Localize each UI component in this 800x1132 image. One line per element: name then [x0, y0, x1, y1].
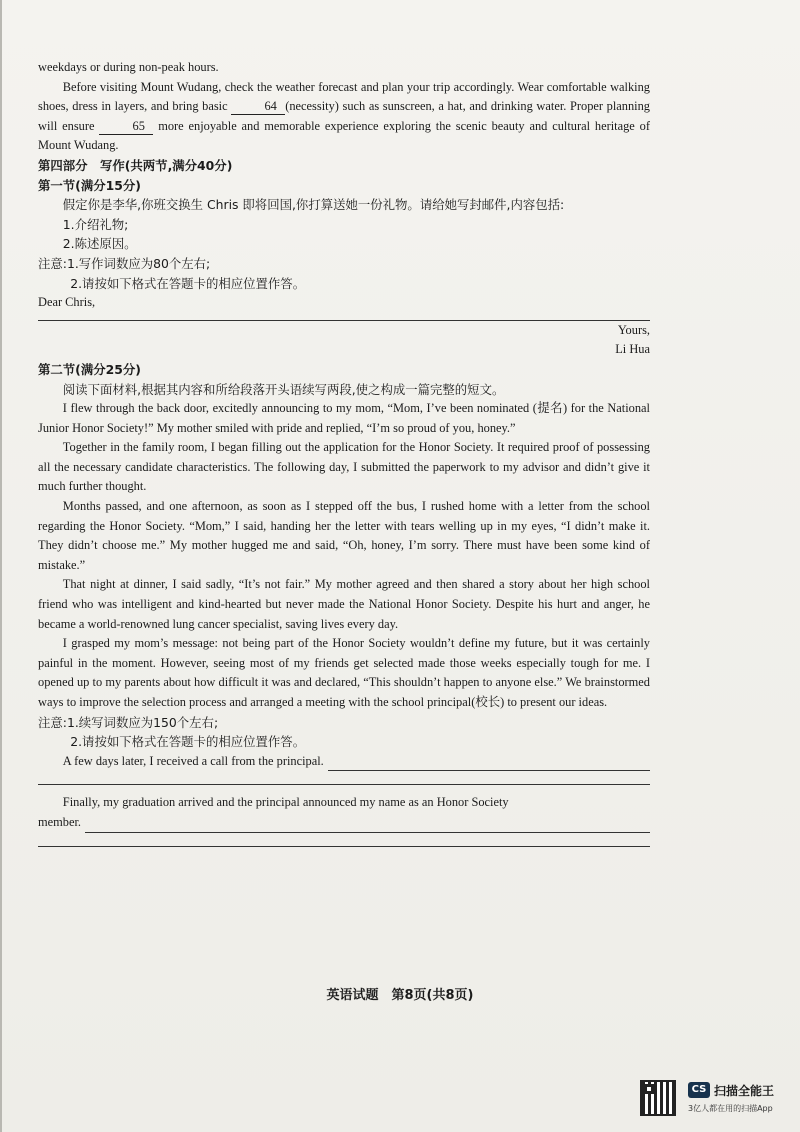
page-edge-shadow: [0, 0, 2, 1132]
section2-prompt: 阅读下面材料,根据其内容和所给段落开头语续写两段,使之构成一篇完整的短文。: [62, 381, 505, 397]
letter-closing: Yours,: [617, 322, 650, 337]
passage-end-line: weekdays or during non-peak hours.: [38, 60, 219, 74]
blank-65: 65: [99, 119, 153, 135]
scanner-tagline: 3亿人都在用的扫描App: [688, 1104, 773, 1113]
qr-code-icon: [640, 1080, 676, 1116]
part4-title: 第四部分 写作(共两节,满分40分): [38, 157, 233, 173]
lead-sentence-2: Finally, my graduation arrived and the principal announced my name as an Honor Society: [62, 795, 509, 810]
continuation-lead-2: [38, 813, 650, 833]
answer-line: [85, 818, 650, 833]
lead-sentence-2-end: member.: [38, 814, 82, 829]
section1-item1: 1.介绍礼物;: [62, 216, 129, 232]
page-content: [38, 58, 650, 847]
section1-title: 第一节(满分15分): [38, 177, 141, 193]
section2-title: 第二节(满分25分): [38, 361, 141, 377]
continuation-lead-1: [38, 752, 650, 772]
story-paragraph-2: Together in the family room, I began filling out the application for the Honor Society. It required proof of possessing all the necessary candidate characteristics. The following day, I submitted the paperwork to my advisor and didn’t give it much further thought.: [38, 440, 650, 494]
answer-line: [38, 845, 650, 847]
page-footer: 英语试题 第8页(共8页): [326, 988, 474, 1003]
section1-prompt: 假定你是李华,你班交换生 Chris 即将回国,你打算送她一份礼物。请给她写封邮件,内容包括:: [62, 197, 565, 213]
camscanner-logo-icon: CS: [688, 1082, 710, 1098]
blank-64-hint: (necessity): [285, 99, 339, 114]
story-paragraph-4: That night at dinner, I said sadly, “It’s not fair.” My mother agreed and then shared a story about her high school friend who was intelligent and kind-hearted but never made the National Honor Society. Despite his hurt and anger, he became a world-renowned lung cancer specialist, saving lives every day.: [38, 577, 650, 631]
blank-64: 64: [231, 99, 285, 115]
passage-paragraph: Before visiting Mount Wudang, check the weather forecast and plan your trip accordingly. Wear comfortable walking shoes, dress in layers, and bring basic 64 (necessity) such as sunscreen, a hat, and drinking water. Proper planning will ensure 65 more enjoyable and memorable experience exploring the scenic beauty and cultural heritage of Mount Wudang.: [38, 79, 650, 153]
answer-line: [38, 783, 650, 785]
letter-salutation: Dear Chris,: [38, 295, 96, 310]
story-paragraph-3: Months passed, and one afternoon, as soon as I stepped off the bus, I rushed home with a letter from the school regarding the Honor Society. “Mom,” I said, handing her the letter with tears welling up in my eyes, “I didn’t make it. They didn’t choose me.” My mother hugged me and said, “Oh, honey, I’m sorry. There must have been some kind of mistake.”: [38, 499, 650, 572]
section1-item2: 2.陈述原因。: [62, 236, 137, 252]
story-paragraph-5: I grasped my mom’s message: not being part of the Honor Society wouldn’t define my future, but it was certainly painful in the moment. However, seeing most of my friends get selected made those weeks especially tough for me. I opened up to my parents about how difficult it was and declared, “This shouldn’t happen to anyone else.” We brainstormed ways to improve the selection process and arranged a meeting with the school principal(校长) to present our ideas.: [38, 636, 650, 709]
continuation-note2: 2.请按如下格式在答题卡的相应位置作答。: [70, 734, 306, 750]
section1-note1: 注意:1.写作词数应为80个左右;: [38, 255, 211, 271]
continuation-note1: 注意:1.续写词数应为150个左右;: [38, 714, 219, 730]
lead-sentence-1: A few days later, I received a call from the principal.: [62, 753, 324, 768]
scanner-app-name: 扫描全能王: [714, 1084, 775, 1098]
section1-note2: 2.请按如下格式在答题卡的相应位置作答。: [70, 275, 306, 291]
answer-line: [328, 756, 650, 771]
story-paragraph-1: I flew through the back door, excitedly announcing to my mom, “Mom, I’ve been nominated (提名) for the National Junior Honor Society!” My mother smiled with pride and replied, “I’m so proud of you, honey.”: [38, 401, 650, 435]
letter-signature: Li Hua: [615, 342, 650, 357]
